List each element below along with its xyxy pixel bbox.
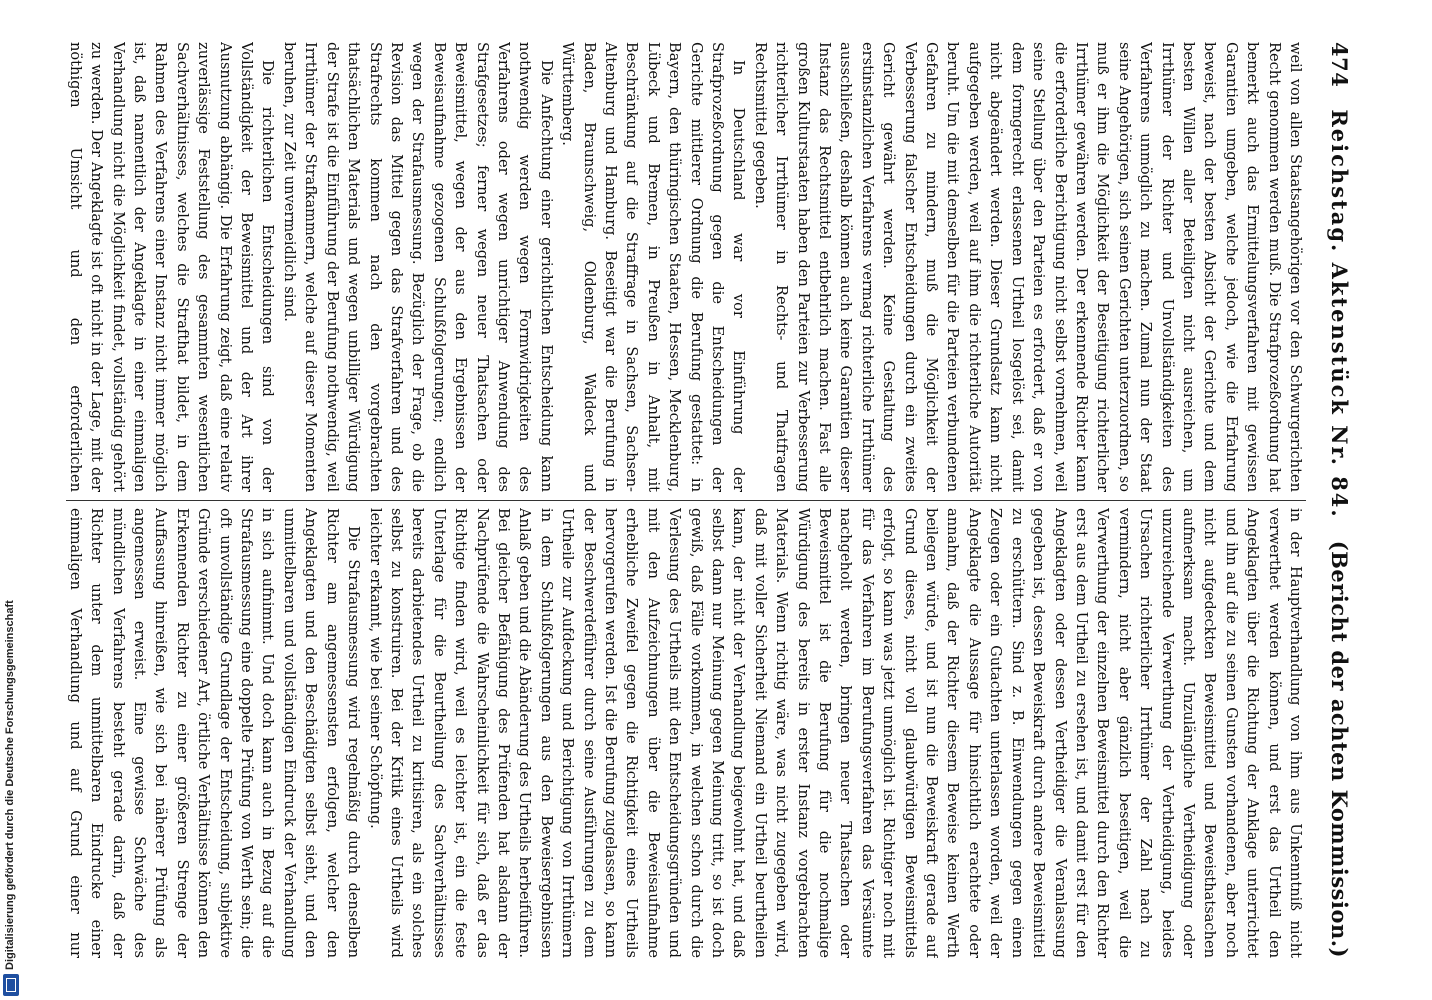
- column-divider: [66, 500, 1306, 501]
- page-header: [1312, 42, 1352, 958]
- page-number: 474: [1327, 42, 1352, 88]
- paragraph: Die Strafausmessung wird regelmäßig durch denselben Richter am angemessensten erfolgen, welcher den Angeklagten und den Beschädigten selbst sieht, und den unmittelbaren und vollständigen Eindruck der Verhandlung in sich aufnimmt. Und doch kann auch in Bezug auf die Strafausmessung eine doppelte Prüfung von Werth sein; die oft unvollständige Grundlage der Entscheidung, subjektive Gründe verschiedener Art, örtliche Verhältnisse können den Erkennenden Richter zu einer größeren Strenge der Auffassung hinreißen, wie sich bei näherer Prüfung als angemessen erweist. Eine gewisse Schwäche des mündlichen Verfahrens besteht gerade darin, daß der Richter unter dem unmittelbaren Eindrucke einer einmaligen Verhandlung und auf Grund einer nur: [66, 508, 363, 958]
- document-page: [20, 0, 1380, 1000]
- dfg-logo-icon: [3, 974, 19, 996]
- paragraph: in der Hauptverhandlung von ihm aus Unkenntniß nicht verwerthet werden können, und erst das Urtheil den Angeklagten über die Richtung der Anklage unterrichtet und ihn auf die zu seinen Gunsten vorhandenen, aber noch nicht aufgedeckten Beweismittel und Beweisthatsachen aufmerksam macht. Unzulängliche Vertheidigung oder unzureichende Verwerthung der Vertheidigung, beides Ursachen richterlicher Irrthümer der Zahl nach zu vermindern, nicht aber gänzlich beseitigen, weil die Verwerthung der einzelnen Beweismittel durch den Richter erst aus dem Urtheil zu ersehen ist, und damit erst für den Angeklagten oder dessen Vertheidiger die Veranlassung gegeben ist, dessen Beweiskraft durch andere Beweismittel zu erschüttern. Sind z. B. Einwendungen gegen einen Zeugen oder ein Gutachten unterlassen worden, weil der Angeklagte die Aussage für hinsichtlich erachtete oder annahm, daß der Richter diesem Beweise keinen Werth beilegen würde, und ist nun die Beweiskraft gerade auf Grund dieses, nicht voll glaubwürdigen Beweismittels erfolgt, so kann was jetzt unmöglich ist. Richtiger noch mit für das Verfahren im Berufungsverfahren das Versäumte nachgeholt werden, bringen neuer Thatsachen oder Beweismittel ist die Berufung für die nochmalige Würdigung des bereits in erster Instanz vorgebrachten Materials. Wenn richtig wäre, was nicht zugegeben wird, daß mit voller Sicherheit Niemand ein Urtheil beurtheilen kann, der nicht der Verhandlung beigewohnt hat, und daß selbst dann nur Meinung gegen Meinung tritt, so ist doch gewiß, daß Fälle vorkommen, in welchen schon durch die Verlesung des Urtheils mit den Entscheidungsgründen und mit den Aufzeichnungen über die Beweisaufnahme erhebliche Zweifel gegen die Richtigkeit eines Urtheils hervorgerufen werden. Ist die Berufung zugelassen, so kann der Beschwerdeführer durch seine Ausführungen zu dem Urtheile zur Aufdeckung und Berichtigung von Irrthümern in dem Schlußfolgerungen aus den Beweisergebnissen Anlaß geben und die Abänderung des Urtheils herbeiführen. Bei gleicher Befähigung des Prüfenden hat alsdann der Nachprüfende die Wahrscheinlichkeit für sich, daß er das Richtige finden wird, weil es leichter ist, ein die feste Unterlage für die Beurtheilung des Sachverhältnisses bereits darbietendes Urtheil zu kritisiren, als ein solches selbst zu konstruiren. Bei der Kritik eines Urtheils wird leichter erkannt, wie bei seiner Schöpfung.: [366, 508, 1304, 958]
- paragraph: weil von allen Staatsangehörigen vor den Schwurgerichten Recht genommen werden muß. Die Strafprozeßordnung hat bemerkt auch das Ermittelungsverfahren mit gewissen Garantien umgeben, welche jedoch, wie die Erfahrung beweist, nach der besten Absicht der Gerichte und dem besten Willen aller Beteiligten nicht ausreichen, um Irrthümer der Richter und Unvollständigkeiten des Verfahrens unmöglich zu machen. Zumal nun der Staat seine Angehörigen, sich seinen Gerichten unterzuordnen, so muß er ihm die Möglichkeit der Beseitigung richterlicher Irrthümer gewähren werden. Der erkennende Richter kann die erforderliche Berichtigung nicht selbst vornehmen, weil seine Stellung über den Parteien es erfordert, daß er von dem formgerecht erlassenen Urtheil losgelöst sei, damit nicht abgeändert werden. Dieser Grundsatz kann nicht aufgegeben werden, weil auf ihm die richterliche Autorität beruht. Um die mit demselben für die Parteien verbundenen Gefahren zu mindern, muß die Möglichkeit der Verbesserung falscher Entscheidungen durch ein zweites Gericht gewährt werden. Keine Gestaltung des erstinstanzlichen Verfahrens vermag richterliche Irrthümer ausschließen, deshalb können auch keine Garantien dieser Instanz das Rechtsmittel entbehrlich machen. Fast alle großen Kulturstaaten haben den Parteien zur Verbesserung richterlicher Irrthümer in Rechts- und Thatfragen Rechtsmittel gegeben.: [751, 42, 1304, 492]
- rotated-page: [20, 0, 1380, 1000]
- left-column: [66, 42, 1306, 492]
- text-columns: [66, 42, 1306, 958]
- digitization-note: Digitalisierung gefördert durch die Deutsche Forschungsgemeinschaft: [4, 600, 16, 970]
- paragraph: In Deutschland war vor Einführung der Strafprozeßordnung gegen die Entscheidungen der Gerichte mittlerer Ordnung die Berufung gestattet: in Bayern, den thüringischen Staaten, Hessen, Mecklenburg, Lübeck und Bremen, in Preußen in Anhalt, mit Beschränkung auf die Straffrage in Sachsen, Sachsen-Altenburg und Hamburg. Beseitigt war die Berufung in Baden, Braunschweig, Oldenburg, Waldeck und Württemberg.: [559, 42, 748, 492]
- running-title: Reichstag. Aktenstück Nr. 84.: [1327, 109, 1352, 519]
- paragraph: Die richterlichen Entscheidungen sind von der Vollständigkeit der Beweismittel und der Art ihrer Ausnutzung abhängig. Die Erfahrung zeigt, daß eine relativ zuverlässige Feststellung des gesammten wesentlichen Sachverhältnisses, welches die Strafthat bildet, in dem Rahmen des Verfahrens einer Instanz nicht immer möglich ist, daß namentlich der Angeklagte in einer einmaligen Verhandlung nicht die Möglichkeit findet, vollständig gehört zu werden. Der Angeklagte ist oft nicht in der Lage, mit der nöthigen Umsicht und den erforderlichen: [66, 42, 277, 492]
- paragraph: Die Anfechtung einer gerichtlichen Entscheidung kann nothwendig werden wegen Formwidrigkeiten des Verfahrens oder wegen unrichtiger Anwendung des Strafgesetzes; ferner wegen neuer Thatsachen oder Beweismittel, wegen der aus den Ergebnissen der Beweisaufnahme gezogenen Schlußfolgerungen; endlich wegen der Strafausmessung. Bezüglich der Frage, ob die Revision das Mittel gegen das Strafverfahren und des Strafrechts kommen nach den vorgebrachten thatsächlichen Materials und wegen unbilliger Würdigung der Strafe ist die Einführung der Berufung nothwendig, weil Irrthümer der Strafkammern, welche auf dieser Momenten beruhen, zur Zeit unvermeidlich sind.: [280, 42, 555, 492]
- section-title: (Bericht der achten Kommission.): [1327, 540, 1352, 958]
- right-column: [66, 508, 1306, 958]
